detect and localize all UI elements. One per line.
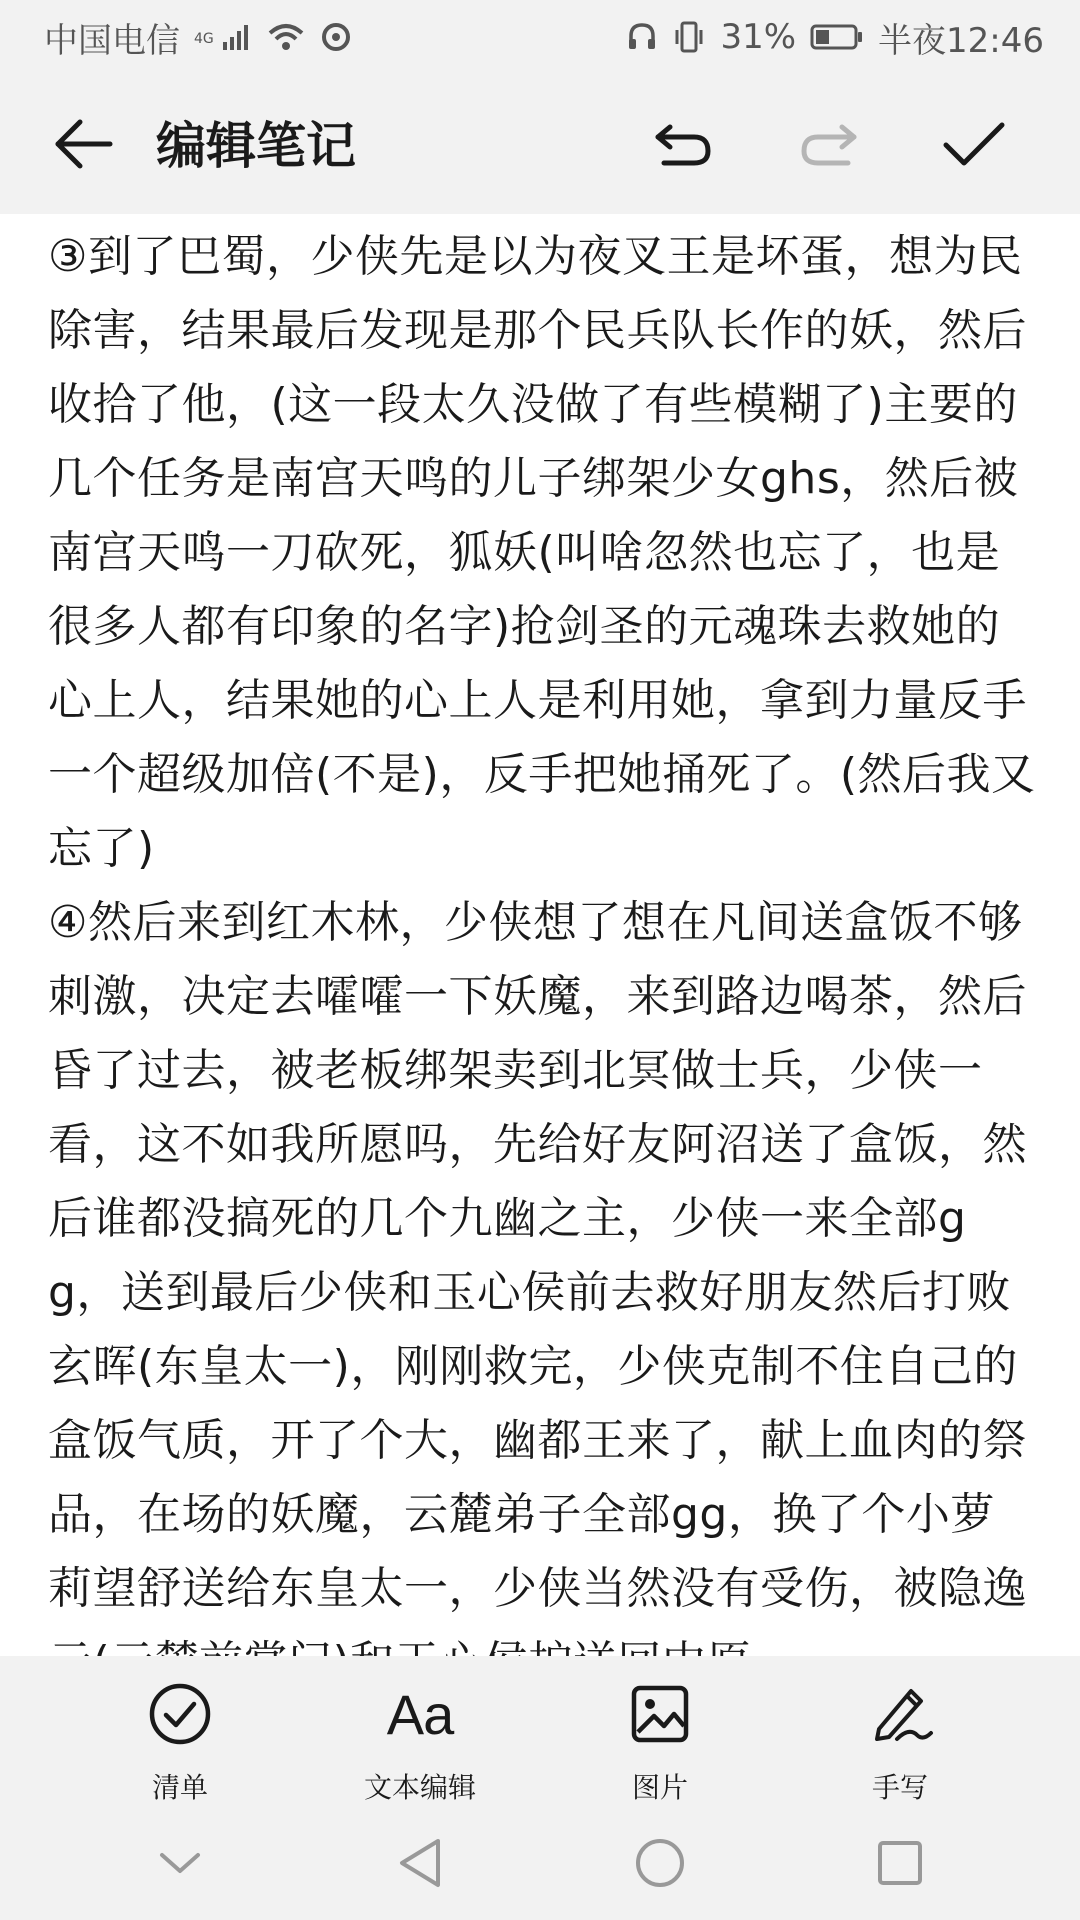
redo-icon xyxy=(798,119,858,169)
handwriting-pen-icon xyxy=(867,1680,933,1748)
status-bar-right xyxy=(626,13,1044,62)
undo-button[interactable] xyxy=(648,112,720,176)
wifi-icon xyxy=(266,21,306,53)
image-button[interactable] xyxy=(560,1656,760,1806)
text-format-glyph: Aa xyxy=(386,1682,454,1746)
redo-button[interactable] xyxy=(792,112,864,176)
undo-icon xyxy=(654,119,714,169)
system-nav-bar xyxy=(0,1806,1080,1920)
carrier-name: 中国电信 xyxy=(44,20,180,61)
clock: 半夜12:46 xyxy=(878,20,1044,61)
image-icon xyxy=(630,1680,690,1748)
nav-back-button[interactable] xyxy=(370,1823,470,1903)
network-type: 4G xyxy=(194,30,214,47)
status-bar-left xyxy=(44,13,352,62)
sync-icon xyxy=(320,21,352,53)
note-body-text[interactable]: ③到了巴蜀，少侠先是以为夜叉王是坏蛋，想为民除害，结果最后发现是那个民兵队长作的妖，然后收拾了他，(这一段太久没做了有些模糊了)主要的几个任务是南宫天鸣的儿子绑架少女ghs，然后被南宫天鸣一刀砍死，狐妖(叫啥忽然也忘了，也是很多人都有印象的名字)抢剑圣的元魂珠去救她的心上人，结果她的心上人是利用她，拿到力量反手一个超级加倍(不是)，反手把她捅死了。(然后我又忘了) ④然后来到红木林，少侠想了想在凡间送盒饭不够刺激，决定去嚯嚯一下妖魔，来到路边喝茶，然后昏了过去，被老板绑架卖到北冥做士兵，少侠一看，这不如我所愿吗，先给好友阿沼送了盒饭，然后谁都没搞死的几个九幽之主，少侠一来全部gg，送到最后少侠和玉心侯前去救好朋友然后打败玄晖(东皇太一)，刚刚救完，少侠克制不住自己的盒饭气质，开了个大，幽都王来了，献上血肉的祭品，在场的妖魔，云麓弟子全部gg，换了个小萝莉望舒送给东皇太一，少侠当然没有受伤，被隐逸 xyxy=(48,231,1036,1614)
checklist-icon xyxy=(148,1680,212,1748)
checklist-label: 清单 xyxy=(151,1771,208,1804)
back-arrow-icon xyxy=(54,118,114,170)
battery-icon xyxy=(810,23,864,51)
check-icon xyxy=(942,119,1006,169)
headphones-icon xyxy=(626,21,658,53)
back-triangle-icon xyxy=(394,1835,446,1891)
page-title: 编辑笔记 xyxy=(156,117,356,175)
status-bar xyxy=(0,0,1080,74)
nav-recents-button[interactable] xyxy=(850,1823,950,1903)
hide-keyboard-button[interactable] xyxy=(130,1823,230,1903)
checklist-button[interactable] xyxy=(80,1656,280,1806)
handwriting-button[interactable] xyxy=(800,1656,1000,1806)
handwriting-label: 手写 xyxy=(871,1771,928,1804)
recents-square-icon xyxy=(874,1837,926,1889)
note-editor[interactable] xyxy=(0,214,1080,1656)
home-circle-icon xyxy=(632,1835,688,1891)
battery-percent: 31% xyxy=(720,17,797,57)
text-format-button[interactable] xyxy=(320,1656,520,1806)
nav-home-button[interactable] xyxy=(610,1823,710,1903)
text-format-icon xyxy=(387,1680,454,1748)
text-format-label: 文本编辑 xyxy=(363,1771,476,1804)
back-button[interactable] xyxy=(48,112,120,176)
editor-toolbar xyxy=(0,74,1080,214)
image-label: 图片 xyxy=(631,1771,688,1804)
signal-icon xyxy=(222,22,252,52)
vibrate-icon xyxy=(672,20,706,54)
save-check-button[interactable] xyxy=(934,110,1014,178)
bottom-toolbar xyxy=(0,1656,1080,1806)
hide-keyboard-icon xyxy=(158,1849,202,1877)
